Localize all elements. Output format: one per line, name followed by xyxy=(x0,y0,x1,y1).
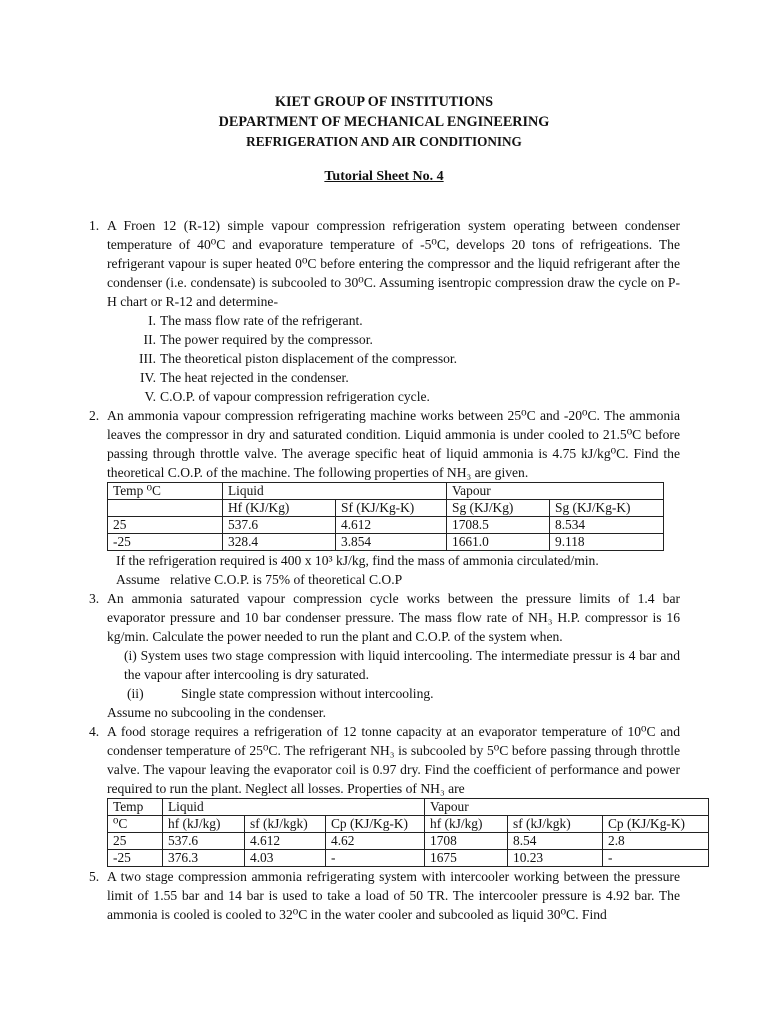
sub-question xyxy=(107,646,680,684)
question-number: 1. xyxy=(89,218,100,233)
table-header-sf: sf (kJ/kgk) xyxy=(508,816,603,833)
question-text: An ammonia vapour compression refrigerating machine works between 25⁰C and -20⁰C. The ammonia leaves the compressor in dry and saturated condition. Liquid ammonia is under cooled to 21.5⁰C before passing through throttle valve. The average specific heat of liquid ammonia is 4.75 kJ/kg⁰C. Find the theoretical C.O.P. of the machine. The following properties of NH₃ are given. xyxy=(107,408,680,480)
part-item xyxy=(135,349,680,368)
table-cell: -25 xyxy=(108,534,223,551)
question-number: 4. xyxy=(89,724,100,739)
sub-question-text: (i) System uses two stage compression with liquid intercooling. The intermediate pressur is 4 bar and the vapour after intercooling is dry saturated. xyxy=(124,648,680,682)
part-item xyxy=(135,368,680,387)
table-cell: 1661.0 xyxy=(447,534,550,551)
department-title: DEPARTMENT OF MECHANICAL ENGINEERING xyxy=(218,114,550,130)
table-row xyxy=(108,517,664,534)
table-header-vapour: Vapour xyxy=(447,483,664,500)
table-header-cp: Cp (KJ/Kg-K) xyxy=(326,816,425,833)
question-text: An ammonia saturated vapour compression cycle works between the pressure limits of 1.4 bar evaporator pressure and 10 bar condenser pressure. The mass flow rate of NH₃ H.P. compressor is 16 kg/min. Calculate the power needed to run the plant and C.O.P. of the system when. xyxy=(107,591,680,644)
question-number: 5. xyxy=(89,869,100,884)
table-header-liquid: Liquid xyxy=(223,483,447,500)
table-row xyxy=(108,850,709,867)
table-header-vapour: Vapour xyxy=(425,799,709,816)
question-text: A Froen 12 (R-12) simple vapour compression refrigeration system operating between condenser temperature of 40⁰C and evaporature temperature of -5⁰C, develops 20 tons of refrigeations. The refrigerant vapour is super heated 0⁰C before entering the compressor and the liquid refrigerant after the condenser (i.e. condensate) is subcooled to 30⁰C. Assuming isentropic compression draw the cycle on P-H chart or R-12 and determine- xyxy=(107,218,680,309)
institution-title: KIET GROUP OF INSTITUTIONS xyxy=(275,94,493,110)
part-item xyxy=(135,311,680,330)
table-header-temp-unit: ⁰C xyxy=(108,816,163,833)
ammonia-properties-table xyxy=(107,482,664,551)
table-header-sg2: Sg (KJ/Kg-K) xyxy=(550,500,664,517)
table-cell: 3.854 xyxy=(336,534,447,551)
part-text: C.O.P. of vapour compression refrigeration cycle. xyxy=(160,389,430,404)
part-text: The mass flow rate of the refrigerant. xyxy=(160,313,363,328)
question-4 xyxy=(84,722,685,867)
table-cell: 8.534 xyxy=(550,517,664,534)
table-cell: 4.612 xyxy=(336,517,447,534)
part-number: II. xyxy=(143,332,156,347)
part-number: V. xyxy=(144,389,156,404)
table-cell: 2.8 xyxy=(603,833,709,850)
table-cell: 328.4 xyxy=(223,534,336,551)
table-cell: 1708 xyxy=(425,833,508,850)
question-text: A food storage requires a refrigeration of 12 tonne capacity at an evaporator temperature of 10⁰C and condenser temperature of 25⁰C. The refrigerant NH₃ is subcooled by 5⁰C before passing through throttle valve. The vapour leaving the evaporator coil is 0.97 dry. Find the coefficient of performance and power required to run the plant. Neglect all losses. Properties of NH₃ are xyxy=(107,724,680,796)
part-text: The theoretical piston displacement of the compressor. xyxy=(160,351,458,366)
table-cell xyxy=(108,500,223,517)
part-item xyxy=(135,330,680,349)
question-1-parts xyxy=(135,311,680,406)
part-number: IV. xyxy=(140,370,156,385)
sub-question-number: (ii) xyxy=(127,686,144,701)
question-1 xyxy=(84,216,680,406)
question-text: A two stage compression ammonia refrigerating system with intercooler working between the pressure limit of 1.55 bar and 14 bar is used to take a load of 50 TR. The intercooler pressure is 4.92 bar. The ammonia is cooled is cooled to 32⁰C in the water cooler and subcooled as liquid 30⁰C. Find xyxy=(107,869,680,922)
part-number: I. xyxy=(148,313,156,328)
table-cell: 8.54 xyxy=(508,833,603,850)
table-row xyxy=(108,833,709,850)
table-cell: 1708.5 xyxy=(447,517,550,534)
part-number: III. xyxy=(139,351,156,366)
question-5 xyxy=(84,867,680,924)
table-cell: 376.3 xyxy=(163,850,245,867)
table-cell: - xyxy=(326,850,425,867)
table-header-sg: Sg (KJ/Kg) xyxy=(447,500,550,517)
sub-question xyxy=(107,684,680,703)
part-text: The power required by the compressor. xyxy=(160,332,373,347)
question-note: Assume relative C.O.P. is 75% of theoretical C.O.P xyxy=(116,572,403,587)
question-3 xyxy=(84,589,680,722)
table-row xyxy=(108,534,664,551)
part-text: The heat rejected in the condenser. xyxy=(160,370,349,385)
table-header-hf: hf (kJ/kg) xyxy=(425,816,508,833)
table-header-hf: Hf (KJ/Kg) xyxy=(223,500,336,517)
table-cell: 4.03 xyxy=(245,850,326,867)
table-cell: 537.6 xyxy=(223,517,336,534)
table-cell: -25 xyxy=(108,850,163,867)
table-cell: 4.612 xyxy=(245,833,326,850)
sub-question-text: Single state compression without intercooling. xyxy=(181,686,434,701)
table-cell: 537.6 xyxy=(163,833,245,850)
table-cell: 4.62 xyxy=(326,833,425,850)
question-2 xyxy=(84,406,680,589)
table-header-cp: Cp (KJ/Kg-K) xyxy=(603,816,709,833)
table-header-liquid: Liquid xyxy=(163,799,425,816)
table-header-hf: hf (kJ/kg) xyxy=(163,816,245,833)
table-header-sf: Sf (KJ/Kg-K) xyxy=(336,500,447,517)
table-cell: 25 xyxy=(108,833,163,850)
question-number: 2. xyxy=(89,408,100,423)
table-header-sf: sf (kJ/kgk) xyxy=(245,816,326,833)
sheet-title: Tutorial Sheet No. 4 xyxy=(324,169,444,184)
table-header-temp: Temp xyxy=(108,799,163,816)
table-cell: 9.118 xyxy=(550,534,664,551)
part-item xyxy=(135,387,680,406)
document-header xyxy=(0,92,768,187)
table-cell: - xyxy=(603,850,709,867)
question-note: If the refrigeration required is 400 x 10³ kJ/kg, find the mass of ammonia circulated/min. xyxy=(116,553,599,568)
table-cell: 25 xyxy=(108,517,223,534)
question-note: Assume no subcooling in the condenser. xyxy=(107,705,326,720)
table-cell: 1675 xyxy=(425,850,508,867)
table-header-temp: Temp ⁰C xyxy=(108,483,223,500)
nh3-properties-table xyxy=(107,798,709,867)
question-list xyxy=(84,216,685,924)
question-number: 3. xyxy=(89,591,100,606)
table-cell: 10.23 xyxy=(508,850,603,867)
course-title: REFRIGERATION AND AIR CONDITIONING xyxy=(246,134,522,149)
